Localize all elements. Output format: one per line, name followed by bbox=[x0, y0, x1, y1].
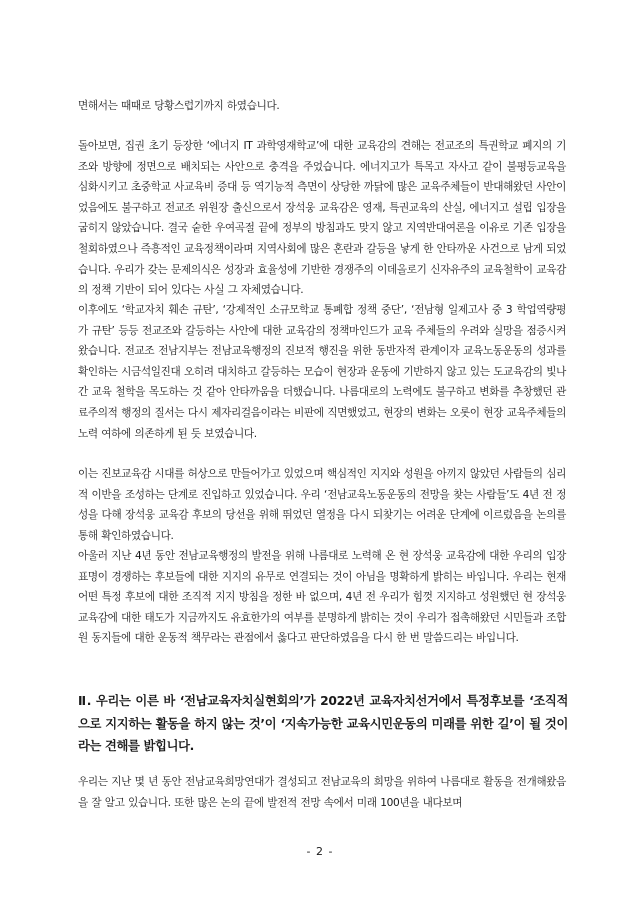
paragraph-policy-conflicts: 이후에도 ‘학교자치 훼손 규탄’, ‘강제적인 소규모학교 통폐합 정책 중단’, ‘전남형 일제고사 중 3 학업역량평가 규탄’ 등등 전교조와 갈등하는 사안에 대한 교육감의 정책마인드가 교육 주체들의 우려와 실망을 점증시켜왔습니다. 전교조 전남지부는 전남교육행정의 진보적 행진을 위한 동반자적 관계이자 교육노동운동의 성과를 확인하는 시금석일진대 오히려 대치하고 갈등하는 모습이 현장과 운동에 기반하지 않고 있는 도교육감의 빛나간 교육 철학을 목도하는 것 같아 안타까움을 더했습니다. 나름대로의 노력에도 불구하고 변화를 추창했던 관료주의적 행정의 질서는 다시 제자리걸음이라는 비판에 직면했었고, 현장의 변화는 오롯이 현장 교육주체들의 노력 여하에 의존하게 된 듯 보였습니다. bbox=[78, 304, 566, 440]
section-heading: Ⅱ. 우리는 이른 바 ‘전남교육자치실현회의’가 2022년 교육자치선거에서 특정후보를 ‘조직적으로 지지하는 활동을 하지 않는 것’이 ‘지속가능한 교육시민운동의 미래를 위한 길’이 될 것이라는 견해를 밝힙니다. bbox=[78, 694, 568, 753]
paragraph-closing: 우리는 지난 몇 년 동안 전남교육희망연대가 결성되고 전남교육의 희망을 위하여 나름대로 활동을 전개해왔음을 잘 알고 있습니다. 또한 많은 논의 끝에 발전적 전망 속에서 미래 100년을 내다보며 bbox=[78, 776, 566, 809]
paragraph-intro-fragment: 면해서는 때때로 당황스럽기까지 하였습니다. bbox=[78, 100, 280, 112]
page-number: - 2 - bbox=[306, 845, 334, 858]
paragraph-position-statement: 아울러 지난 4년 동안 전남교육행정의 발전을 위해 나름대로 노력해 온 현 장석웅 교육감에 대한 우리의 입장 표명이 경쟁하는 후보들에 대한 지지의 유무로 연결되는 것이 아님을 명확하게 밝히는 바입니다. 우리는 현재 어떤 특정 후보에 대한 조직적 지지 방침을 정한 바 없으며, 4년 전 우리가 힘껏 지지하고 성원했던 현 장석웅 교육감에 대한 태도가 지금까지도 유효한가의 여부를 분명하게 밝히는 것이 우리가 접촉해왔던 시민들과 조합원 동지들에 대한 운동적 책무라는 관점에서 옳다고 판단하였음을 다시 한 번 말씀드리는 바입니다. bbox=[78, 550, 566, 645]
paragraph-progressive-era: 이는 진보교육감 시대를 허상으로 만들어가고 있었으며 핵심적인 지지와 성원을 아끼지 않았던 사람들의 심리적 이반을 조성하는 단계로 진입하고 있었습니다. 우리 ‘전남교육노동운동의 전망을 찾는 사람들’도 4년 전 정성을 다해 장석웅 교육감 후보의 당선을 위해 뛰었던 열정을 다시 되찾기는 어려운 단계에 이르렀음을 논의를 통해 확인하였습니다. bbox=[78, 468, 566, 542]
paragraph-energy-school: 돌아보면, 집권 초기 등장한 ‘에너지 IT 과학영재학교’에 대한 교육감의 견해는 전교조의 특권학교 폐지의 기조와 방향에 정면으로 배치되는 사안으로 충격을 주었습니다. 에너지고가 특목고 자사고 같이 불평등교육을 심화시키고 초중학교 사교육비 증대 등 역기능적 측면이 상당한 까닭에 많은 교육주체들이 반대해왔던 사안이었음에도 불구하고 전교조 위원장 출신으로서 장석웅 교육감은 영재, 특권교육의 산실, 에너지고 설립 입장을 굽히지 않았습니다. 결국 숱한 우여곡절 끝에 정부의 방침과도 맞지 않고 지역반대여론을 이유로 기존 입장을 철회하였으나 즉흥적인 교육정책이라며 지역사회에 많은 혼란과 갈등을 낳게 한 안타까운 사건으로 남게 되었습니다. 우리가 갖는 문제의식은 성장과 효율성에 기반한 경쟁주의 이데올로기 신자유주의 교육철학이 교육감의 정책 기반이 되어 있다는 사실 그 자체였습니다. bbox=[78, 140, 566, 297]
